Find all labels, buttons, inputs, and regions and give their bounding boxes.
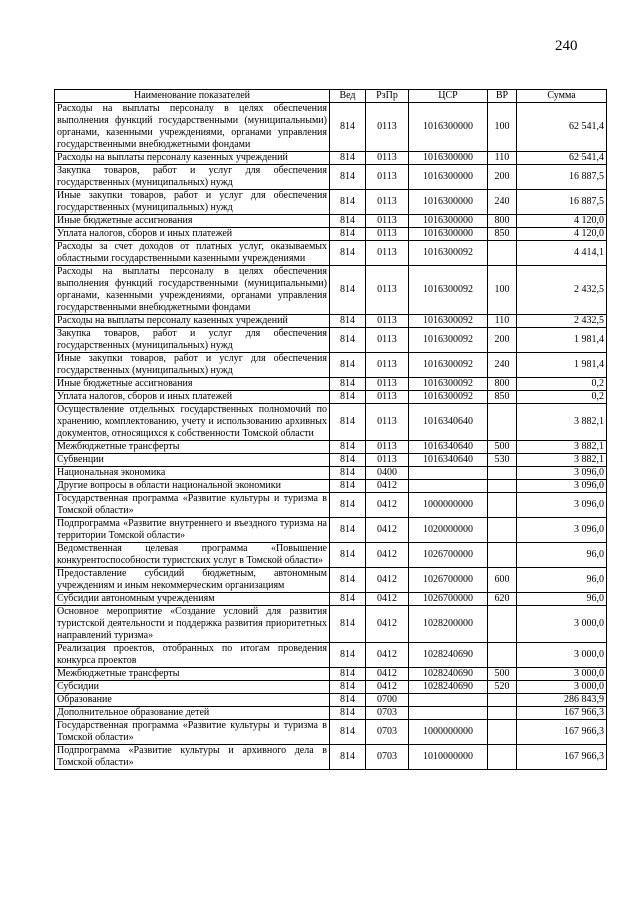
cell-ved: 814 (330, 190, 366, 215)
cell-vr (488, 404, 517, 441)
cell-csr: 1016300092 (409, 241, 488, 266)
cell-sum: 3 882,1 (517, 454, 607, 467)
cell-sum: 3 096,0 (517, 480, 607, 493)
cell-csr: 1016340640 (409, 441, 488, 454)
cell-vr: 240 (488, 190, 517, 215)
cell-name: Государственная программа «Развитие культуры и туризма в Томской области» (55, 720, 330, 745)
cell-csr: 1026700000 (409, 568, 488, 593)
cell-vr (488, 694, 517, 707)
header-vr: ВР (488, 90, 517, 103)
cell-vr: 850 (488, 228, 517, 241)
cell-ved: 814 (330, 266, 366, 315)
cell-csr (409, 694, 488, 707)
cell-name: Государственная программа «Развитие культуры и туризма в Томской области» (55, 493, 330, 518)
table-row (55, 568, 607, 593)
cell-sum: 286 843,9 (517, 694, 607, 707)
cell-ved: 814 (330, 404, 366, 441)
cell-ved: 814 (330, 315, 366, 328)
cell-vr: 500 (488, 441, 517, 454)
header-rzpr: РзПр (366, 90, 409, 103)
cell-name: Закупка товаров, работ и услуг для обеспечения государственных (муниципальных) нужд (55, 165, 330, 190)
cell-csr: 1016340640 (409, 404, 488, 441)
cell-csr (409, 707, 488, 720)
cell-sum: 62 541,4 (517, 103, 607, 152)
cell-rzpr: 0113 (366, 266, 409, 315)
cell-rzpr: 0113 (366, 404, 409, 441)
cell-name: Субвенции (55, 454, 330, 467)
cell-sum: 3 000,0 (517, 606, 607, 643)
cell-name: Иные бюджетные ассигнования (55, 378, 330, 391)
cell-csr: 1026700000 (409, 543, 488, 568)
cell-sum: 96,0 (517, 593, 607, 606)
cell-rzpr: 0412 (366, 543, 409, 568)
cell-name: Предоставление субсидий бюджетным, автономным учреждениям и иным некоммерческим организациям (55, 568, 330, 593)
cell-ved: 814 (330, 493, 366, 518)
cell-vr (488, 241, 517, 266)
cell-rzpr: 0400 (366, 467, 409, 480)
table-row (55, 266, 607, 315)
cell-vr (488, 543, 517, 568)
cell-vr (488, 606, 517, 643)
cell-vr: 620 (488, 593, 517, 606)
cell-sum: 3 096,0 (517, 518, 607, 543)
cell-rzpr: 0113 (366, 353, 409, 378)
table-row (55, 454, 607, 467)
cell-csr: 1016300092 (409, 266, 488, 315)
cell-name: Уплата налогов, сборов и иных платежей (55, 228, 330, 241)
cell-vr: 500 (488, 668, 517, 681)
cell-sum: 3 000,0 (517, 681, 607, 694)
cell-vr: 200 (488, 165, 517, 190)
cell-csr: 1016300092 (409, 328, 488, 353)
cell-rzpr: 0113 (366, 328, 409, 353)
table-row (55, 606, 607, 643)
cell-csr: 1016300000 (409, 152, 488, 165)
cell-csr: 1000000000 (409, 493, 488, 518)
cell-rzpr: 0113 (366, 215, 409, 228)
cell-sum: 16 887,5 (517, 190, 607, 215)
cell-rzpr: 0412 (366, 518, 409, 543)
cell-ved: 814 (330, 606, 366, 643)
cell-csr (409, 467, 488, 480)
cell-csr: 1028240690 (409, 668, 488, 681)
cell-sum: 96,0 (517, 543, 607, 568)
cell-csr: 1016300000 (409, 215, 488, 228)
cell-csr: 1016300000 (409, 165, 488, 190)
table-row (55, 404, 607, 441)
table-row (55, 707, 607, 720)
cell-sum: 3 096,0 (517, 493, 607, 518)
cell-vr (488, 720, 517, 745)
table-row (55, 328, 607, 353)
cell-vr: 100 (488, 103, 517, 152)
cell-name: Межбюджетные трансферты (55, 668, 330, 681)
table-body (55, 103, 607, 770)
cell-ved: 814 (330, 518, 366, 543)
cell-name: Расходы на выплаты персоналу казенных учреждений (55, 152, 330, 165)
cell-ved: 814 (330, 441, 366, 454)
table-row (55, 668, 607, 681)
table-row (55, 165, 607, 190)
cell-csr: 1016300092 (409, 391, 488, 404)
cell-ved: 814 (330, 467, 366, 480)
cell-vr: 800 (488, 378, 517, 391)
cell-csr: 1026700000 (409, 593, 488, 606)
cell-sum: 3 000,0 (517, 668, 607, 681)
cell-ved: 814 (330, 480, 366, 493)
cell-csr: 1028240690 (409, 643, 488, 668)
cell-ved: 814 (330, 215, 366, 228)
table-row (55, 518, 607, 543)
cell-rzpr: 0703 (366, 745, 409, 770)
cell-ved: 814 (330, 668, 366, 681)
header-name: Наименование показателей (55, 90, 330, 103)
table-row (55, 315, 607, 328)
table-row (55, 190, 607, 215)
cell-ved: 814 (330, 103, 366, 152)
table-row (55, 493, 607, 518)
cell-vr: 200 (488, 328, 517, 353)
cell-vr (488, 493, 517, 518)
cell-sum: 2 432,5 (517, 266, 607, 315)
table-header-row (55, 90, 607, 103)
cell-rzpr: 0113 (366, 454, 409, 467)
cell-name: Субсидии (55, 681, 330, 694)
cell-rzpr: 0412 (366, 606, 409, 643)
table-row (55, 391, 607, 404)
cell-ved: 814 (330, 593, 366, 606)
cell-name: Подпрограмма «Развитие внутреннего и въездного туризма на территории Томской области» (55, 518, 330, 543)
cell-ved: 814 (330, 643, 366, 668)
cell-rzpr: 0113 (366, 165, 409, 190)
cell-ved: 814 (330, 720, 366, 745)
cell-name: Образование (55, 694, 330, 707)
table-row (55, 720, 607, 745)
cell-rzpr: 0700 (366, 694, 409, 707)
cell-name: Национальная экономика (55, 467, 330, 480)
cell-sum: 3 882,1 (517, 404, 607, 441)
cell-ved: 814 (330, 681, 366, 694)
cell-rzpr: 0412 (366, 593, 409, 606)
cell-ved: 814 (330, 543, 366, 568)
table-row (55, 215, 607, 228)
cell-ved: 814 (330, 241, 366, 266)
cell-sum: 62 541,4 (517, 152, 607, 165)
cell-vr (488, 518, 517, 543)
cell-rzpr: 0113 (366, 441, 409, 454)
cell-name: Реализация проектов, отобранных по итогам проведения конкурса проектов (55, 643, 330, 668)
cell-ved: 814 (330, 328, 366, 353)
cell-vr (488, 480, 517, 493)
table-row (55, 353, 607, 378)
cell-vr: 100 (488, 266, 517, 315)
cell-sum: 4 120,0 (517, 215, 607, 228)
cell-sum: 2 432,5 (517, 315, 607, 328)
cell-csr: 1016300000 (409, 190, 488, 215)
cell-csr: 1028200000 (409, 606, 488, 643)
cell-rzpr: 0703 (366, 707, 409, 720)
cell-name: Расходы на выплаты персоналу в целях обеспечения выполнения функций государственными (муниципальными) органами, казенными учреждениями, органами управления государственными внебюджетными фондами (55, 266, 330, 315)
cell-name: Осуществление отдельных государственных полномочий по хранению, комплектованию, учету и использованию архивных документов, относящихся к собственности Томской области (55, 404, 330, 441)
cell-rzpr: 0412 (366, 480, 409, 493)
cell-rzpr: 0412 (366, 643, 409, 668)
cell-vr: 520 (488, 681, 517, 694)
cell-sum: 1 981,4 (517, 353, 607, 378)
cell-sum: 3 882,1 (517, 441, 607, 454)
cell-vr: 110 (488, 152, 517, 165)
table-row (55, 694, 607, 707)
cell-vr: 850 (488, 391, 517, 404)
cell-rzpr: 0412 (366, 568, 409, 593)
cell-vr: 800 (488, 215, 517, 228)
cell-csr (409, 480, 488, 493)
table-row (55, 543, 607, 568)
cell-csr: 1016300092 (409, 353, 488, 378)
table-row (55, 152, 607, 165)
cell-rzpr: 0113 (366, 315, 409, 328)
cell-vr: 240 (488, 353, 517, 378)
table-row (55, 480, 607, 493)
cell-csr: 1016300092 (409, 378, 488, 391)
page-number: 240 (555, 38, 578, 54)
cell-vr (488, 467, 517, 480)
cell-ved: 814 (330, 165, 366, 190)
cell-name: Расходы за счет доходов от платных услуг, оказываемых областными государственными казенными учреждениями (55, 241, 330, 266)
cell-csr: 1016340640 (409, 454, 488, 467)
cell-rzpr: 0412 (366, 681, 409, 694)
cell-ved: 814 (330, 353, 366, 378)
table-row (55, 228, 607, 241)
cell-sum: 96,0 (517, 568, 607, 593)
cell-name: Иные закупки товаров, работ и услуг для обеспечения государственных (муниципальных) нужд (55, 190, 330, 215)
cell-name: Дополнительное образование детей (55, 707, 330, 720)
cell-name: Основное мероприятие «Создание условий для развития туристской деятельности и поддержка развития приоритетных направлений туризма» (55, 606, 330, 643)
cell-name: Иные закупки товаров, работ и услуг для обеспечения государственных (муниципальных) нужд (55, 353, 330, 378)
cell-rzpr: 0703 (366, 720, 409, 745)
cell-ved: 814 (330, 378, 366, 391)
cell-vr (488, 643, 517, 668)
cell-ved: 814 (330, 454, 366, 467)
cell-csr: 1010000000 (409, 745, 488, 770)
cell-name: Ведомственная целевая программа «Повышение конкурентоспособности туристских услуг в Томской области» (55, 543, 330, 568)
cell-sum: 16 887,5 (517, 165, 607, 190)
cell-ved: 814 (330, 745, 366, 770)
cell-name: Другие вопросы в области национальной экономики (55, 480, 330, 493)
cell-name: Межбюджетные трансферты (55, 441, 330, 454)
cell-sum: 167 966,3 (517, 745, 607, 770)
cell-name: Подпрограмма «Развитие культуры и архивного дела в Томской области» (55, 745, 330, 770)
cell-sum: 0,2 (517, 391, 607, 404)
cell-rzpr: 0113 (366, 228, 409, 241)
cell-rzpr: 0113 (366, 391, 409, 404)
cell-name: Расходы на выплаты персоналу в целях обеспечения выполнения функций государственными (муниципальными) органами, казенными учреждениями, органами управления государственными внебюджетными фондами (55, 103, 330, 152)
table-row (55, 593, 607, 606)
cell-name: Закупка товаров, работ и услуг для обеспечения государственных (муниципальных) нужд (55, 328, 330, 353)
cell-ved: 814 (330, 694, 366, 707)
cell-rzpr: 0113 (366, 152, 409, 165)
cell-rzpr: 0113 (366, 241, 409, 266)
cell-sum: 167 966,3 (517, 720, 607, 745)
table-row (55, 745, 607, 770)
budget-table (54, 89, 607, 770)
cell-ved: 814 (330, 228, 366, 241)
cell-rzpr: 0113 (366, 103, 409, 152)
cell-rzpr: 0412 (366, 668, 409, 681)
cell-vr: 600 (488, 568, 517, 593)
cell-csr: 1020000000 (409, 518, 488, 543)
cell-sum: 3 000,0 (517, 643, 607, 668)
cell-vr: 530 (488, 454, 517, 467)
table-row (55, 241, 607, 266)
cell-name: Уплата налогов, сборов и иных платежей (55, 391, 330, 404)
cell-ved: 814 (330, 568, 366, 593)
cell-vr (488, 707, 517, 720)
table-row (55, 441, 607, 454)
cell-sum: 0,2 (517, 378, 607, 391)
table-row (55, 681, 607, 694)
cell-sum: 1 981,4 (517, 328, 607, 353)
cell-rzpr: 0113 (366, 378, 409, 391)
cell-name: Расходы на выплаты персоналу казенных учреждений (55, 315, 330, 328)
cell-ved: 814 (330, 391, 366, 404)
cell-sum: 167 966,3 (517, 707, 607, 720)
header-ved: Вед (330, 90, 366, 103)
table-row (55, 467, 607, 480)
table-row (55, 378, 607, 391)
cell-vr: 110 (488, 315, 517, 328)
cell-sum: 4 120,0 (517, 228, 607, 241)
cell-csr: 1028240690 (409, 681, 488, 694)
cell-csr: 1000000000 (409, 720, 488, 745)
table-row (55, 643, 607, 668)
cell-ved: 814 (330, 707, 366, 720)
table-row (55, 103, 607, 152)
cell-name: Иные бюджетные ассигнования (55, 215, 330, 228)
header-sum: Сумма (517, 90, 607, 103)
header-csr: ЦСР (409, 90, 488, 103)
cell-name: Субсидии автономным учреждениям (55, 593, 330, 606)
cell-csr: 1016300092 (409, 315, 488, 328)
cell-rzpr: 0113 (366, 190, 409, 215)
cell-csr: 1016300000 (409, 103, 488, 152)
cell-sum: 4 414,1 (517, 241, 607, 266)
cell-csr: 1016300000 (409, 228, 488, 241)
cell-vr (488, 745, 517, 770)
cell-rzpr: 0412 (366, 493, 409, 518)
cell-sum: 3 096,0 (517, 467, 607, 480)
cell-ved: 814 (330, 152, 366, 165)
